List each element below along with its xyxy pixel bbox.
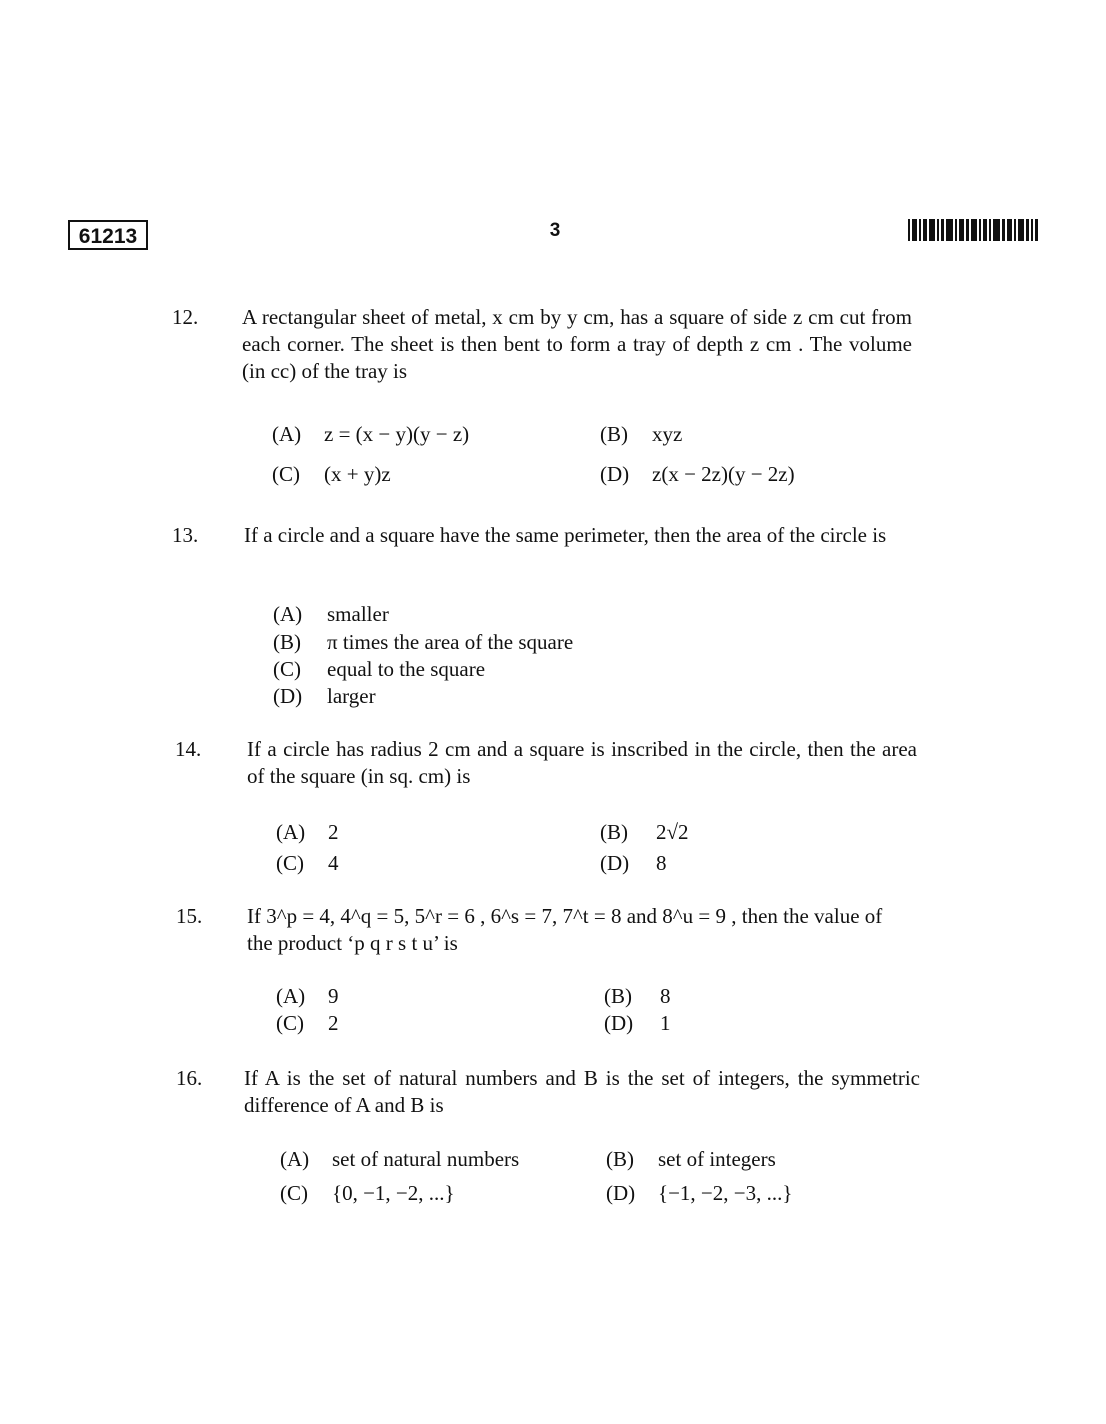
question-16-option-a: [280, 1147, 519, 1172]
question-12-text: A rectangular sheet of metal, x cm by y cm, has a square of side z cm cut from each corner. The sheet is then bent to form a tray of depth z cm . The volume (in cc) of the tray is: [242, 305, 912, 383]
option-label: (B): [606, 1147, 634, 1171]
question-13-text: If a circle and a square have the same perimeter, then the area of the circle is: [244, 523, 887, 547]
option-label: (A): [280, 1147, 310, 1171]
option-label: (D): [604, 1011, 634, 1035]
question-15-option-a: [276, 984, 339, 1009]
option-label: (D): [600, 462, 630, 486]
option-text: (x + y)z: [324, 462, 391, 486]
question-13-option-a: [273, 602, 389, 627]
question-14-option-d: [600, 851, 667, 876]
option-label: (C): [272, 462, 300, 486]
question-16-text: If A is the set of natural numbers and B is the set of integers, the symmetric difference of A and B is: [244, 1066, 920, 1117]
option-label: (C): [273, 657, 301, 681]
question-16-number: 16.: [176, 1066, 203, 1090]
question-16-option-c: [280, 1181, 455, 1206]
question-14-option-b: [600, 820, 689, 845]
barcode-icon: [908, 219, 1038, 241]
question-13-option-d: [273, 684, 376, 709]
option-label: (A): [276, 820, 306, 844]
option-text: 1: [660, 1011, 671, 1035]
question-15-option-b: [604, 984, 671, 1009]
question-16-option-b: [606, 1147, 776, 1172]
option-text: {−1, −2, −3, ...}: [658, 1181, 793, 1205]
question-14-text: If a circle has radius 2 cm and a square is inscribed in the circle, then the area of the square (in sq. cm) is: [247, 737, 917, 788]
question-12-number: 12.: [172, 305, 199, 329]
option-label: (B): [600, 820, 628, 844]
question-15-text-line2: the product ‘p q r s t u’ is: [247, 931, 458, 955]
option-label: (A): [272, 422, 302, 446]
question-14-option-a: [276, 820, 339, 845]
option-label: (B): [604, 984, 632, 1008]
question-15-option-d: [604, 1011, 671, 1036]
question-13-number: 13.: [172, 523, 199, 547]
question-14-option-c: [276, 851, 339, 876]
question-13-option-b: [273, 630, 573, 655]
paper-code: 61213: [68, 220, 148, 250]
option-text: π times the area of the square: [327, 630, 574, 654]
option-label: (A): [273, 602, 303, 626]
option-label: (D): [600, 851, 630, 875]
option-text: 8: [656, 851, 667, 875]
option-text: equal to the square: [327, 657, 486, 681]
question-12-option-a: [272, 422, 469, 447]
option-text: {0, −1, −2, ...}: [332, 1181, 455, 1205]
question-12-option-d: [600, 462, 795, 487]
option-text: z = (x − y)(y − z): [324, 422, 470, 446]
option-text: set of natural numbers: [332, 1147, 520, 1171]
option-text: 4: [328, 851, 339, 875]
question-16-option-d: [606, 1181, 792, 1206]
option-text: xyz: [652, 422, 683, 446]
option-text: 2: [328, 820, 339, 844]
option-label: (A): [276, 984, 306, 1008]
option-text: 2: [328, 1011, 339, 1035]
page-number: 3: [549, 220, 561, 241]
option-label: (B): [600, 422, 628, 446]
option-text: 2√2: [656, 820, 689, 844]
question-15-text-line1: If 3^p = 4, 4^q = 5, 5^r = 6 , 6^s = 7, 7^t = 8 and 8^u = 9 , then the value of: [247, 904, 883, 928]
question-15-option-c: [276, 1011, 339, 1036]
option-label: (C): [276, 851, 304, 875]
option-text: smaller: [327, 602, 389, 626]
option-label: (D): [273, 684, 303, 708]
option-text: 8: [660, 984, 671, 1008]
question-12-option-c: [272, 462, 391, 487]
option-label: (C): [280, 1181, 308, 1205]
option-label: (B): [273, 630, 301, 654]
option-text: set of integers: [658, 1147, 776, 1171]
option-text: larger: [327, 684, 376, 708]
question-13-option-c: [273, 657, 485, 682]
question-12-option-b: [600, 422, 682, 447]
question-15-number: 15.: [176, 904, 203, 928]
question-14-number: 14.: [175, 737, 202, 761]
option-label: (D): [606, 1181, 636, 1205]
option-text: z(x − 2z)(y − 2z): [652, 462, 795, 486]
option-text: 9: [328, 984, 339, 1008]
option-label: (C): [276, 1011, 304, 1035]
